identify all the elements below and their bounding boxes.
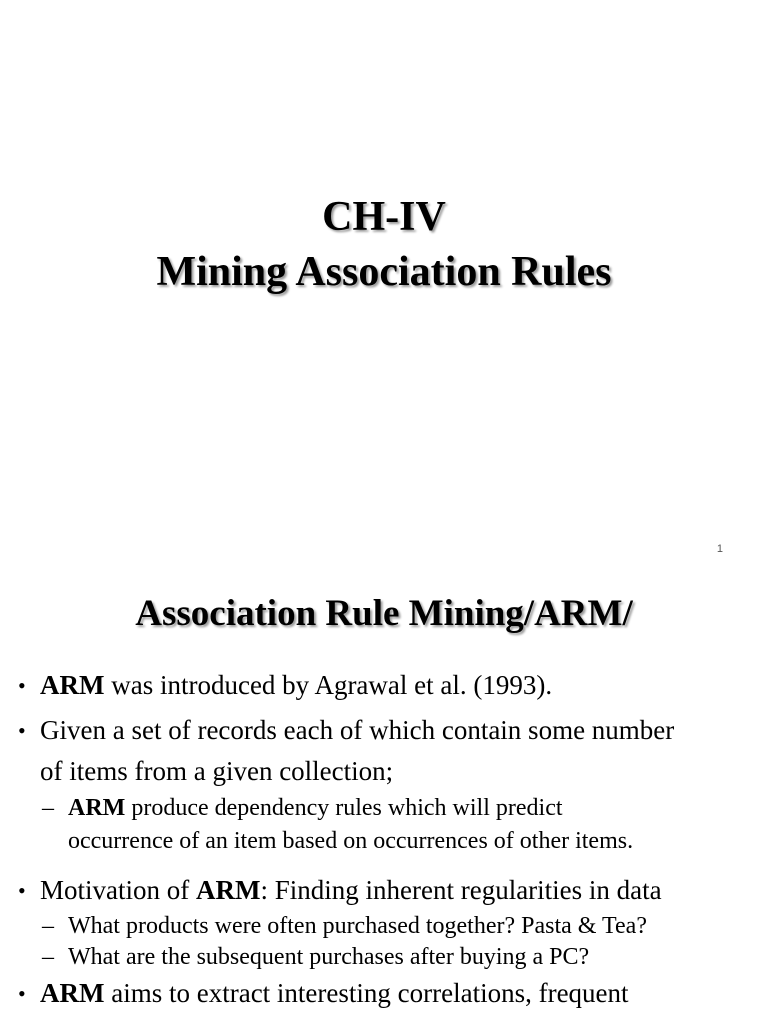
chapter-title: Mining Association Rules — [156, 249, 612, 295]
term-arm: ARM — [68, 795, 126, 821]
bullet-text: : Finding inherent regularities in data — [260, 875, 662, 905]
term-arm: ARM — [40, 978, 105, 1008]
bullet-marker: • — [18, 718, 26, 743]
title-slide-heading — [0, 190, 768, 300]
bullet-marker: • — [18, 673, 26, 698]
bullet-item — [18, 973, 758, 1014]
bullet-text: Motivation of — [40, 875, 196, 905]
bullet-text: aims to extract interesting correlations, frequent — [104, 978, 629, 1008]
sub-bullet-text: produce dependency rules which will predict — [125, 795, 563, 821]
sub-bullet-text: What products were often purchased together? Pasta & Tea? — [68, 913, 647, 939]
page-number: 1 — [716, 543, 723, 555]
bullet-item — [18, 665, 758, 706]
sub-bullet-item — [18, 942, 758, 973]
bullet-text: Given a set of records each of which contain some number — [40, 715, 675, 745]
bullet-text: was introduced by Agrawal et al. (1993). — [104, 670, 553, 700]
spacer — [18, 858, 758, 870]
content-slide — [0, 573, 768, 1024]
bullet-list — [18, 665, 758, 1014]
bullet-text: of items from a given collection; — [40, 756, 394, 786]
slide-title: Association Rule Mining/ARM/ — [135, 593, 633, 634]
bullet-item — [18, 870, 758, 911]
term-arm: ARM — [40, 670, 105, 700]
bullet-marker: • — [18, 981, 26, 1006]
chapter-label: CH-IV — [322, 194, 446, 240]
term-arm: ARM — [196, 875, 261, 905]
sub-bullet-text: What are the subsequent purchases after buying a PC? — [68, 944, 590, 970]
sub-bullet-marker: – — [42, 913, 54, 939]
sub-bullet-text: occurrence of an item based on occurrences of other items. — [68, 828, 634, 854]
bullet-marker: • — [18, 878, 26, 903]
sub-bullet-item — [18, 911, 758, 942]
bullet-item — [18, 710, 758, 792]
sub-bullet-marker: – — [42, 795, 54, 821]
sub-bullet-marker: – — [42, 944, 54, 970]
sub-bullet-item — [18, 792, 758, 858]
